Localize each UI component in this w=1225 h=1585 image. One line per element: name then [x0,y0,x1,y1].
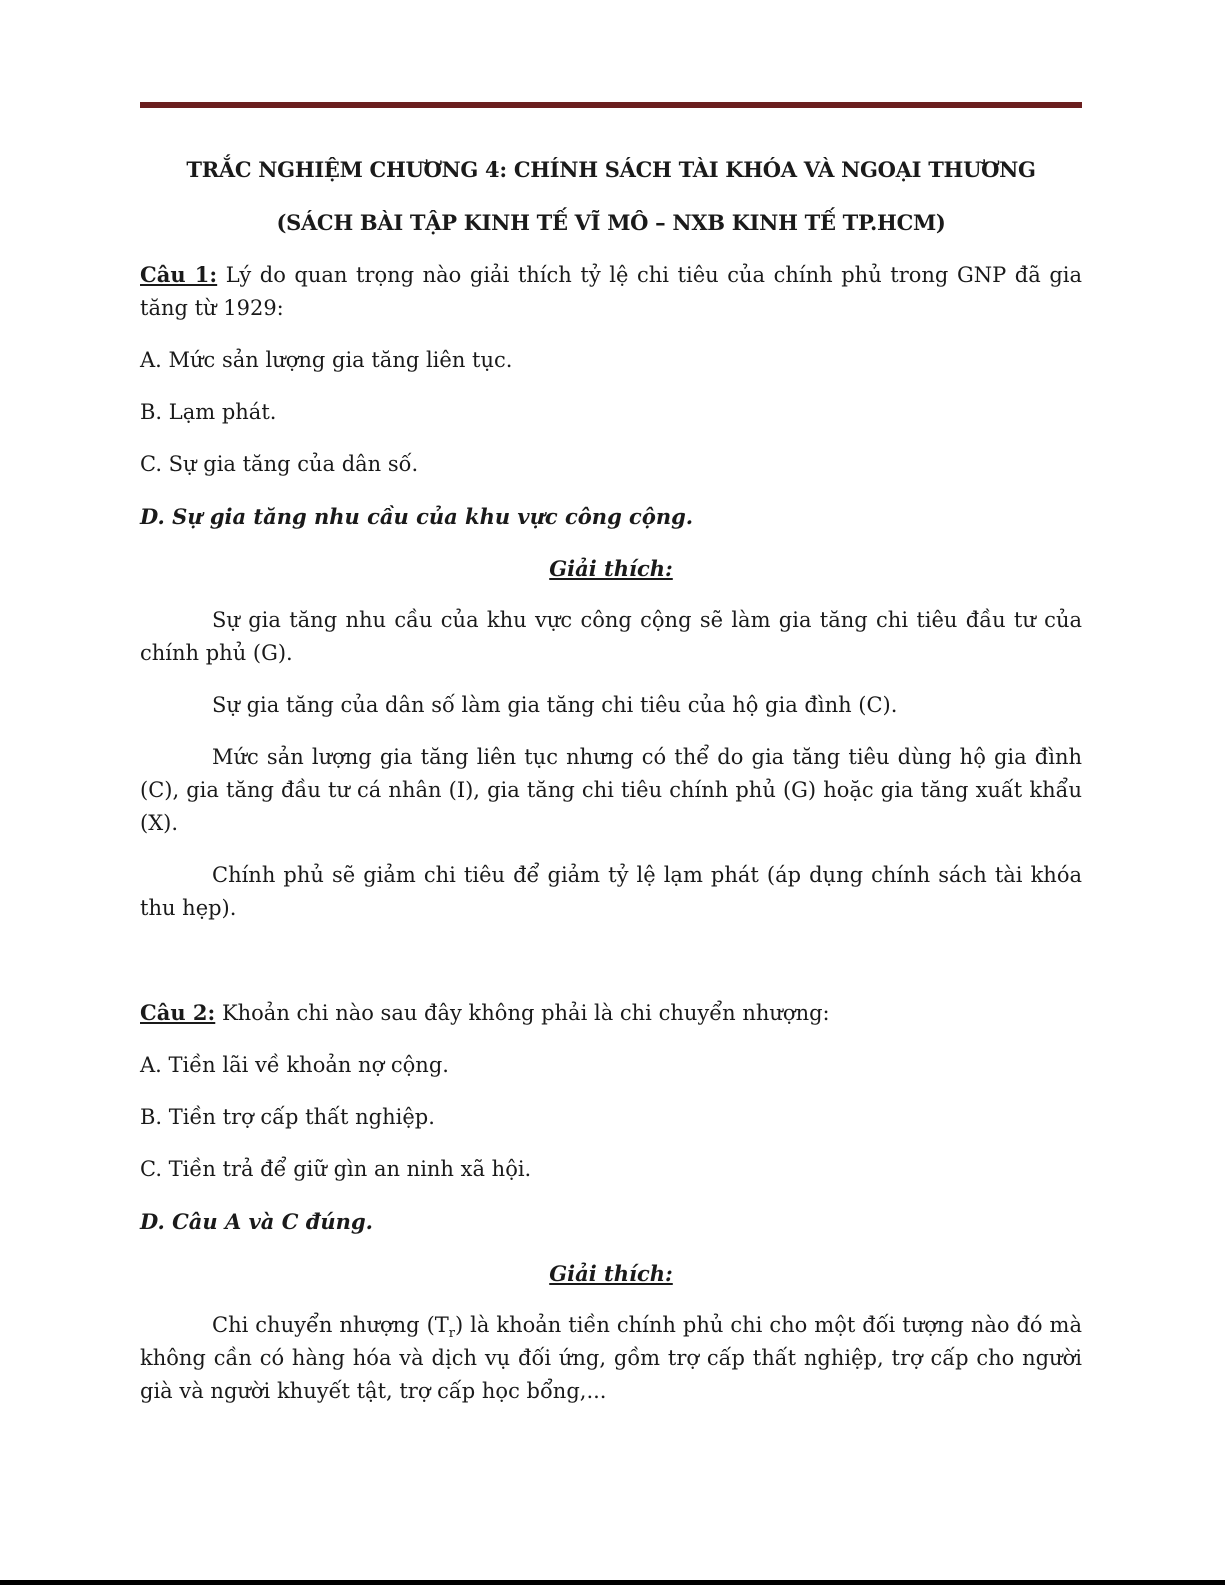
document-title: TRẮC NGHIỆM CHƯƠNG 4: CHÍNH SÁCH TÀI KHÓA VÀ NGOẠI THƯƠNG [186,157,1036,182]
explain-text-pre: Chi chuyển nhượng (T [212,1313,449,1337]
question-1-option-c: C. Sự gia tăng của dân số. [140,452,419,476]
question-1-option-d-answer: D. Sự gia tăng nhu cầu của khu vực công cộng. [140,504,694,529]
question-1-option-b: B. Lạm phát. [140,400,277,424]
document-body [140,153,1082,1427]
question-2-text: Khoản chi nào sau đây không phải là chi chuyển nhượng: [215,1001,830,1025]
question-1 [140,258,1082,325]
question-1-explain-paragraph: Sự gia tăng của dân số làm gia tăng chi tiêu của hộ gia đình (C). [212,693,898,717]
question-2-label: Câu 2: [140,1000,216,1025]
question-1-explain-paragraph: Sự gia tăng nhu cầu của khu vực công cộng sẽ làm gia tăng chi tiêu đầu tư của chính phủ (G). [140,608,1082,665]
question-1-explain-heading: Giải thích: [549,556,673,581]
header-rule [140,102,1082,108]
question-2-option-c: C. Tiền trả để giữ gìn an ninh xã hội. [140,1157,532,1181]
explain-subscript: r [448,1326,455,1342]
section-spacer [140,944,1082,996]
document-subtitle: (SÁCH BÀI TẬP KINH TẾ VĨ MÔ – NXB KINH TẾ TP.HCM) [276,210,946,235]
explain-text-post: ) là khoản tiền chính phủ chi cho một đối tượng nào đó mà không cần có hàng hóa và dịch vụ đối ứng, gồm trợ cấp thất nghiệp, trợ cấp cho người già và người khuyết tật, trợ cấp học bổng,... [140,1313,1082,1403]
question-1-explain-paragraph: Mức sản lượng gia tăng liên tục nhưng có thể do gia tăng tiêu dùng hộ gia đình (C), gia tăng đầu tư cá nhân (I), gia tăng chi tiêu chính phủ (G) hoặc gia tăng xuất khẩu (X). [140,745,1082,835]
question-2-option-a: A. Tiền lãi về khoản nợ cộng. [140,1053,449,1077]
question-1-text: Lý do quan trọng nào giải thích tỷ lệ chi tiêu của chính phủ trong GNP đã gia tăng từ 1929: [140,263,1082,320]
question-2-explain-paragraph [140,1309,1082,1408]
page-bottom-edge [0,1580,1225,1585]
question-1-label: Câu 1: [140,262,218,287]
question-2-option-b: B. Tiền trợ cấp thất nghiệp. [140,1105,435,1129]
question-2-explain-heading: Giải thích: [549,1261,673,1286]
question-2-option-d-answer: D. Câu A và C đúng. [140,1209,373,1234]
question-1-option-a: A. Mức sản lượng gia tăng liên tục. [140,348,513,372]
question-2 [140,996,1082,1030]
question-1-explain-paragraph: Chính phủ sẽ giảm chi tiêu để giảm tỷ lệ lạm phát (áp dụng chính sách tài khóa thu hẹp). [140,863,1082,920]
